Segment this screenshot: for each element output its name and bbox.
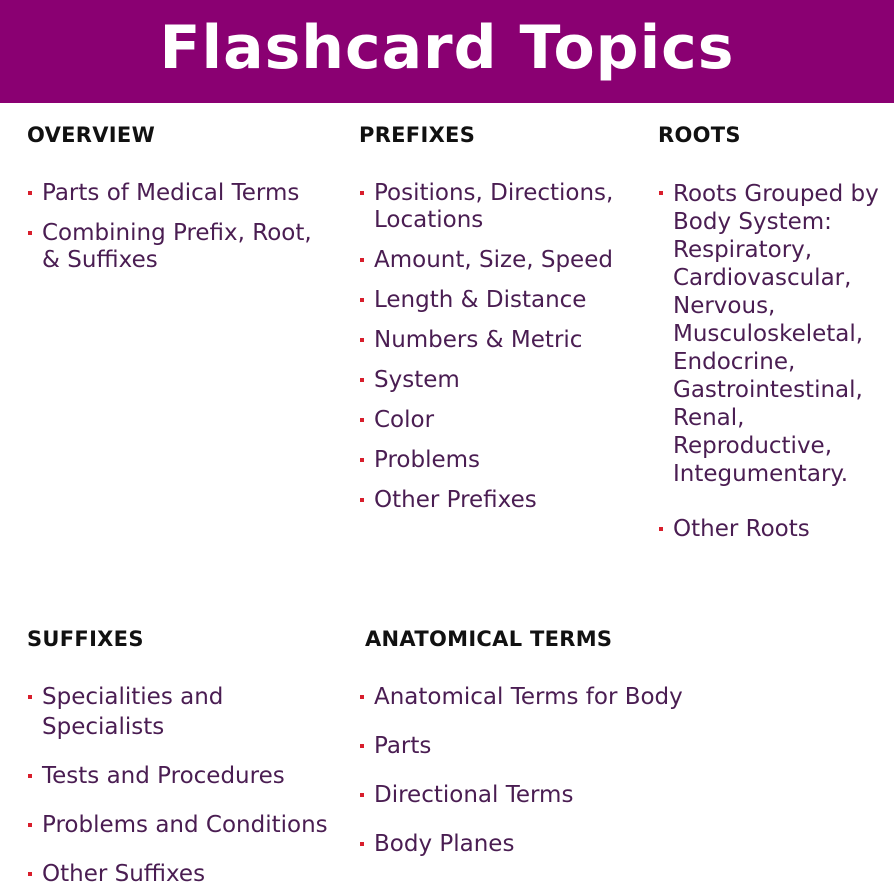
list-item-label: Problems and Conditions	[42, 812, 328, 838]
list-item[interactable]	[359, 407, 649, 434]
section-prefixes	[359, 121, 649, 514]
section-suffixes	[27, 625, 347, 889]
list-item[interactable]	[359, 829, 759, 859]
bullet-icon	[659, 191, 663, 195]
bullet-icon	[360, 418, 364, 422]
bullet-icon	[360, 695, 364, 699]
list-item-label: Other Suffixes	[42, 861, 206, 887]
bullet-icon	[28, 872, 32, 876]
list-item-label: Amount, Size, Speed	[374, 247, 613, 273]
prefixes-list	[359, 180, 649, 514]
bullet-icon	[360, 842, 364, 846]
list-item-label: Color	[374, 407, 435, 433]
list-item-label: Numbers & Metric	[374, 327, 583, 353]
section-heading-overview: OVERVIEW	[27, 123, 156, 147]
bullet-icon	[360, 744, 364, 748]
section-heading-roots: ROOTS	[658, 123, 741, 147]
list-item-label: Tests and Procedures	[42, 763, 285, 789]
list-item-label: Roots Grouped by Body System: Respiratory, Cardiovascular, Nervous, Musculoskeletal, Endocrine, Gastrointestinal, Renal, Reproductive, Integumentary.	[673, 181, 879, 487]
list-item[interactable]	[27, 810, 347, 840]
list-item[interactable]	[658, 180, 888, 488]
list-item-label: Directional Terms	[374, 782, 574, 808]
list-item-label: Problems	[374, 447, 481, 473]
anatomical-terms-list	[359, 682, 759, 859]
roots-list	[658, 180, 888, 543]
page-title: Flashcard Topics	[159, 12, 735, 83]
list-item-label: Parts of Medical Terms	[42, 180, 300, 206]
list-item[interactable]	[359, 447, 649, 474]
bullet-icon	[360, 191, 364, 195]
bullet-icon	[28, 774, 32, 778]
section-heading-prefixes: PREFIXES	[359, 123, 476, 147]
bullet-icon	[360, 498, 364, 502]
list-item[interactable]	[359, 247, 649, 274]
list-item-label: Other Prefixes	[374, 487, 537, 513]
overview-list	[27, 180, 337, 274]
bullet-icon	[360, 458, 364, 462]
bullet-icon	[28, 191, 32, 195]
bullet-icon	[28, 695, 32, 699]
list-item[interactable]	[27, 859, 347, 889]
list-item[interactable]	[359, 731, 759, 761]
list-item-label: Length & Distance	[374, 287, 587, 313]
list-item-label: Body Planes	[374, 831, 515, 857]
list-item[interactable]	[359, 780, 759, 810]
list-item[interactable]	[359, 327, 649, 354]
section-roots	[658, 121, 888, 543]
list-item[interactable]	[27, 682, 347, 742]
bullet-icon	[360, 338, 364, 342]
list-item-label: Combining Prefix, Root, & Suffixes	[42, 220, 312, 273]
section-anatomical-terms	[359, 625, 759, 859]
section-overview	[27, 121, 337, 274]
bullet-icon	[360, 258, 364, 262]
list-item-label: Specialities and Specialists	[42, 684, 224, 740]
list-item[interactable]	[658, 516, 888, 543]
list-item[interactable]	[359, 487, 649, 514]
list-item-label: Anatomical Terms for Body	[374, 684, 683, 710]
bullet-icon	[360, 793, 364, 797]
suffixes-list	[27, 682, 347, 889]
list-item[interactable]	[27, 761, 347, 791]
list-item[interactable]	[359, 682, 759, 712]
list-item[interactable]	[27, 220, 337, 274]
list-item-label: Other Roots	[673, 516, 810, 542]
list-item[interactable]	[359, 180, 649, 234]
list-item-label: System	[374, 367, 460, 393]
bullet-icon	[659, 527, 663, 531]
list-item[interactable]	[359, 367, 649, 394]
bullet-icon	[360, 298, 364, 302]
list-item[interactable]	[359, 287, 649, 314]
section-heading-suffixes: SUFFIXES	[27, 627, 144, 651]
list-item[interactable]	[27, 180, 337, 207]
header-banner	[0, 0, 894, 103]
bullet-icon	[28, 823, 32, 827]
section-heading-anatomical-terms: ANATOMICAL TERMS	[365, 627, 613, 651]
bullet-icon	[28, 231, 32, 235]
bullet-icon	[360, 378, 364, 382]
list-item-label: Positions, Directions, Locations	[374, 180, 614, 233]
list-item-label: Parts	[374, 733, 432, 759]
